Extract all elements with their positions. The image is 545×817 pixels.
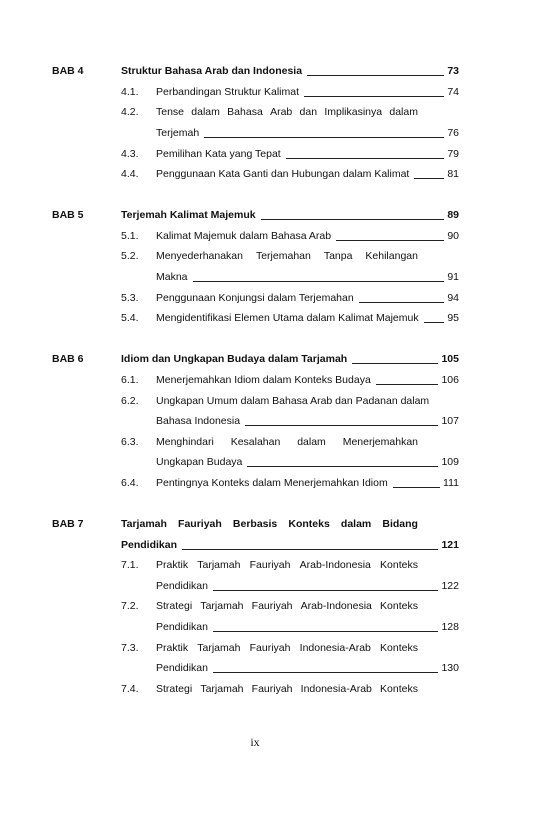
leader-line [376,384,439,385]
leader-line [247,466,438,467]
toc-entry[interactable] [156,87,459,98]
section-title: Praktik Tarjamah Fauriyah Indonesia-Arab Konteks [156,642,418,654]
toc-entry[interactable] [156,169,459,180]
section-number: 6.1. [121,374,139,386]
page-ref: 89 [447,209,459,221]
leader-line [352,363,438,364]
page-ref: 105 [441,353,459,365]
leader-line [193,281,445,282]
page-ref: 90 [447,230,459,242]
section-number: 5.2. [121,250,139,262]
chapter-label: BAB 4 [52,65,84,77]
page-ref: 130 [441,662,459,674]
toc-entry[interactable] [156,416,459,427]
toc-entry[interactable] [156,272,459,283]
section-number: 7.2. [121,600,139,612]
page-ref: 111 [443,477,459,489]
section-title: Strategi Tarjamah Fauriyah Arab-Indonesia Konteks [156,600,418,612]
toc-entry[interactable] [156,622,459,633]
leader-line [213,631,439,632]
toc-entry[interactable] [156,663,459,674]
section-number: 4.4. [121,168,139,180]
page-ref: 95 [447,312,459,324]
page-ref: 79 [447,148,459,160]
section-number: 7.4. [121,683,139,695]
toc-entry[interactable] [156,313,459,324]
page-ref: 73 [447,65,459,77]
section-title: Menghindari Kesalahan dalam Menerjemahkan [156,436,418,448]
page-ref: 109 [441,456,459,468]
chapter-title: Tarjamah Fauriyah Berbasis Konteks dalam Bidang [121,518,418,530]
section-number: 6.2. [121,395,139,407]
section-title: Strategi Tarjamah Fauriyah Indonesia-Arab Konteks [156,683,418,695]
leader-line [261,219,445,220]
toc-entry[interactable] [156,149,459,160]
section-title-cont: Ungkapan Budaya [156,456,243,468]
chapter-label: BAB 5 [52,209,84,221]
page-ref: 122 [441,580,459,592]
section-number: 4.3. [121,148,139,160]
section-number: 7.1. [121,559,139,571]
section-number: 5.3. [121,292,139,304]
section-title-cont: Pendidikan [156,580,208,592]
section-title: Menyederhanakan Terjemahan Tanpa Kehilangan [156,250,418,262]
toc-entry[interactable] [121,66,459,77]
section-number: 5.1. [121,230,139,242]
leader-line [204,137,444,138]
leader-line [414,178,444,179]
leader-line [359,302,445,303]
leader-line [307,75,444,76]
section-title: Penggunaan Kata Ganti dan Hubungan dalam Kalimat [156,168,410,180]
page-ref: 128 [441,621,459,633]
page-ref: 121 [441,539,459,551]
page-ref: 81 [447,168,459,180]
chapter-title: Terjemah Kalimat Majemuk [121,209,256,221]
chapter-title: Struktur Bahasa Arab dan Indonesia [121,65,303,77]
leader-line [286,158,445,159]
page-number: ix [250,735,260,749]
page-ref: 106 [441,374,459,386]
toc-entry[interactable] [156,581,459,592]
section-title: Tense dalam Bahasa Arab dan Implikasinya dalam [156,106,418,118]
leader-line [336,240,444,241]
section-number: 7.3. [121,642,139,654]
toc-entry[interactable] [156,128,459,139]
section-title-cont: Pendidikan [156,662,208,674]
section-title-cont: Terjemah [156,127,200,139]
page-ref: 91 [447,271,459,283]
chapter-label: BAB 7 [52,518,84,530]
toc-entry[interactable] [156,231,459,242]
leader-line [424,322,445,323]
section-number: 4.2. [121,106,139,118]
section-title-cont: Makna [156,271,188,283]
page-ref: 76 [447,127,459,139]
chapter-title-cont: Pendidikan [121,539,178,551]
section-number: 4.1. [121,86,139,98]
leader-line [393,487,440,488]
toc-entry[interactable] [121,540,459,551]
leader-line [213,590,439,591]
section-number: 6.4. [121,477,139,489]
section-title: Menerjemahkan Idiom dalam Konteks Budaya [156,374,371,386]
section-title: Perbandingan Struktur Kalimat [156,86,299,98]
section-title-cont: Bahasa Indonesia [156,415,241,427]
section-title: Pentingnya Konteks dalam Menerjemahkan Idiom [156,477,388,489]
leader-line [304,96,444,97]
page-ref: 107 [441,415,459,427]
section-number: 6.3. [121,436,139,448]
page-ref: 94 [447,292,459,304]
chapter-label: BAB 6 [52,353,84,365]
page-ref: 74 [447,86,459,98]
section-title: Ungkapan Umum dalam Bahasa Arab dan Padanan dalam [156,395,430,407]
toc-entry[interactable] [156,293,459,304]
section-title-cont: Pendidikan [156,621,208,633]
section-title: Penggunaan Konjungsi dalam Terjemahan [156,292,354,304]
toc-entry[interactable] [121,210,459,221]
toc-entry[interactable] [156,457,459,468]
leader-line [213,672,439,673]
section-title: Praktik Tarjamah Fauriyah Arab-Indonesia Konteks [156,559,418,571]
section-title: Pemilihan Kata yang Tepat [156,148,281,160]
leader-line [245,425,438,426]
section-title: Kalimat Majemuk dalam Bahasa Arab [156,230,332,242]
leader-line [182,549,438,550]
section-title: Mengidentifikasi Elemen Utama dalam Kalimat Majemuk [156,312,419,324]
toc-entry[interactable] [121,354,459,365]
toc-entry[interactable] [156,478,459,489]
section-number: 5.4. [121,312,139,324]
toc-entry[interactable] [156,375,459,386]
chapter-title: Idiom dan Ungkapan Budaya dalam Tarjamah [121,353,348,365]
